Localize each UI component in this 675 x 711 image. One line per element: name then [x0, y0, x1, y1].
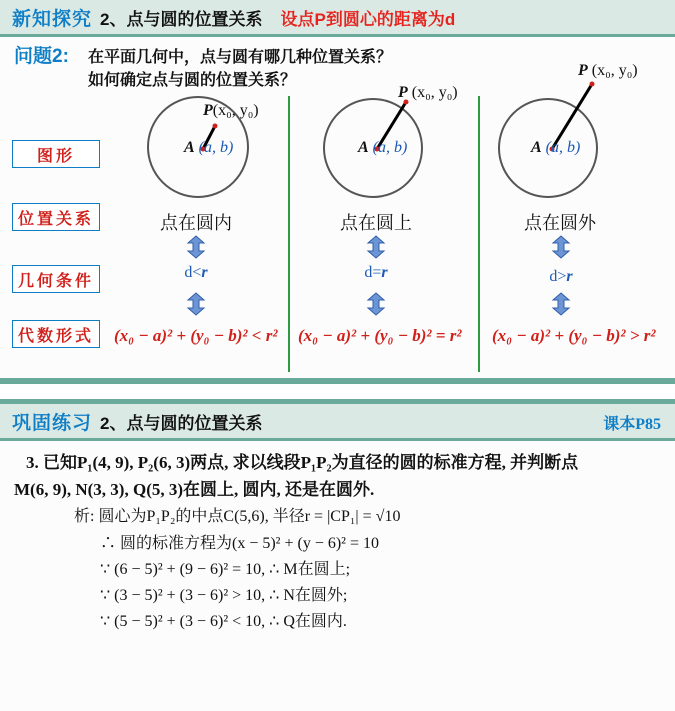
- formula-outside: (x₀ − a)² + (y₀ − b)² > r²: [492, 326, 656, 345]
- arrow-on-1: [368, 236, 384, 258]
- point-p-label-outside: P (x₀, y₀): [578, 62, 638, 79]
- arrow-on-2: [368, 293, 384, 315]
- arrow-inside-2: [188, 293, 204, 315]
- exercise-line-1: 3. 已知P₁(4, 9), P₂(6, 3)两点, 求以线段P₁P₂为直径的圆的标准方程, 并判断点: [26, 453, 579, 472]
- cond-on: d=r: [364, 264, 388, 281]
- solution-line-1: 析: 圆心为P₁P₂的中点C(5,6), 半径r = |CP₁| = √10: [74, 508, 401, 525]
- arrow-outside-1: [553, 236, 569, 258]
- textbook-page: 课本P85: [603, 416, 661, 433]
- row-label-geometric: 几何条件: [12, 265, 100, 293]
- question-line-2: 如何确定点与圆的位置关系？: [88, 72, 297, 89]
- slide-practice: [0, 399, 675, 711]
- status-outside: 点在圆外: [524, 213, 596, 233]
- formula-inside: (x₀ − a)² + (y₀ − b)² < r²: [114, 326, 278, 345]
- section-title: 2、点与圆的位置关系: [100, 413, 263, 433]
- row-label-position: 位置关系: [12, 203, 100, 231]
- section-tag: 新知探究: [12, 8, 93, 30]
- distance-note: 设点P到圆心的距离为d: [280, 9, 456, 29]
- arrow-inside-1: [188, 236, 204, 258]
- status-on: 点在圆上: [340, 213, 412, 233]
- row-label-figure: 图形: [12, 140, 100, 168]
- point-p-label-inside: P(x₀, y₀): [203, 102, 259, 119]
- center-a-label-inside: A (a, b): [184, 139, 234, 156]
- section-title: 2、点与圆的位置关系: [100, 9, 263, 29]
- exercise-line-2: M(6, 9), N(3, 3), Q(5, 3)在圆上, 圆内, 还是在圆外.: [14, 480, 375, 499]
- section-tag: 巩固练习: [12, 412, 93, 434]
- solution-line-4: ∵ (3 − 5)² + (3 − 6)² > 10, ∴ N在圆外;: [100, 587, 348, 604]
- formula-on: (x₀ − a)² + (y₀ − b)² = r²: [298, 326, 462, 345]
- row-label-algebraic: 代数形式: [12, 320, 100, 348]
- solution-line-5: ∵ (5 − 5)² + (3 − 6)² < 10, ∴ Q在圆内.: [100, 613, 347, 630]
- point-p-label-on: P (x₀, y₀): [398, 84, 458, 101]
- center-a-label-on: A (a, b): [358, 139, 408, 156]
- center-a-label-outside: A (a, b): [531, 139, 581, 156]
- cond-inside: d<r: [184, 264, 208, 281]
- solution-line-2: ∴ 圆的标准方程为(x − 5)² + (y − 6)² = 10: [100, 535, 380, 552]
- arrow-outside-2: [553, 293, 569, 315]
- question-line-1: 在平面几何中，点与圆有哪几种位置关系？: [88, 49, 393, 66]
- slide2-header: [0, 404, 675, 441]
- solution-line-3: ∵ (6 − 5)² + (9 − 6)² = 10, ∴ M在圆上;: [100, 561, 351, 578]
- question-label: 问题2:: [14, 46, 69, 67]
- status-inside: 点在圆内: [160, 213, 232, 233]
- cond-outside: d>r: [549, 268, 573, 285]
